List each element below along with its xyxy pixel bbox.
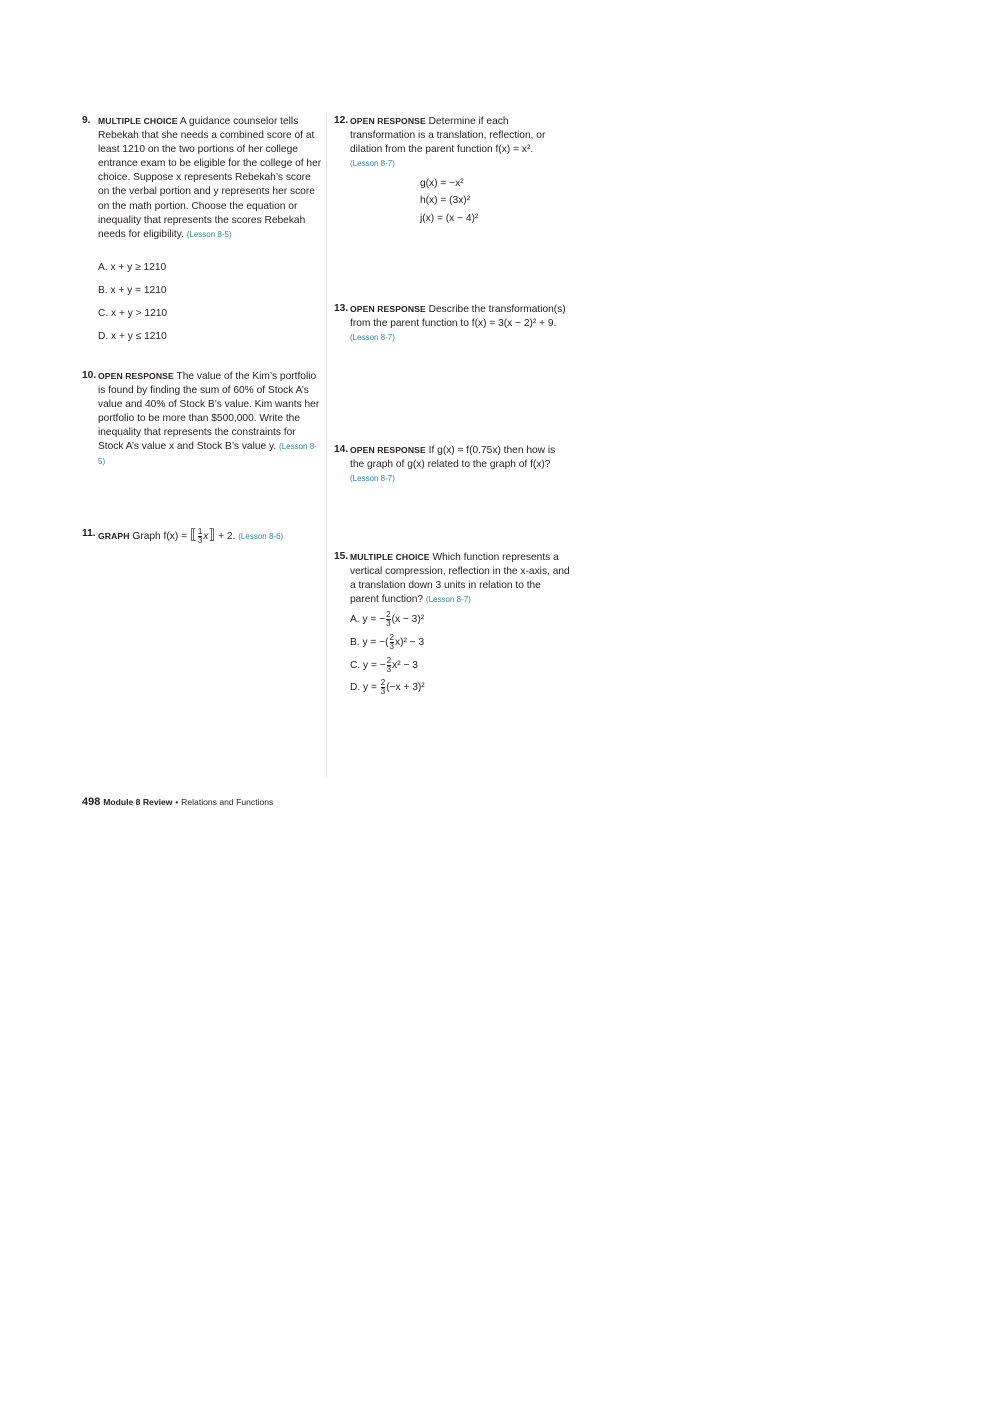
choice-c[interactable]: C. x + y > 1210	[98, 308, 168, 319]
choice-b[interactable]: B. x + y = 1210	[98, 285, 167, 296]
footer-subtitle: Relations and Functions	[181, 797, 274, 807]
question-9	[82, 114, 322, 242]
question-number: 9.	[82, 115, 91, 126]
question-body: If g(x) = f(0.75x) then how is the graph of g(x) related to the graph of f(x)?	[350, 445, 556, 471]
choice-suffix: x)² − 3	[394, 637, 425, 649]
question-10	[82, 369, 322, 469]
fraction	[387, 657, 391, 674]
choice-b[interactable]	[350, 634, 424, 651]
lesson-reference: (Lesson 8-7)	[350, 159, 395, 169]
fraction	[381, 679, 385, 696]
fraction-numerator: 2	[380, 678, 386, 687]
question-text	[350, 550, 570, 607]
fraction	[198, 528, 202, 545]
module-title: Module 8 Review	[103, 797, 173, 807]
choice-prefix: C. y = −	[350, 660, 386, 672]
choice-suffix: (−x + 3)²	[386, 682, 425, 694]
question-text	[350, 114, 566, 171]
question-type: OPEN RESPONSE	[98, 371, 174, 381]
page-footer	[82, 795, 273, 810]
fraction-numerator: 2	[389, 633, 394, 642]
choice-suffix: (x − 3)²	[391, 614, 425, 626]
question-number: 10.	[82, 370, 97, 381]
fraction-numerator: 1	[197, 526, 203, 536]
lesson-reference: (Lesson 8-5)	[98, 442, 317, 466]
question-body: Graph f(x) =	[132, 531, 188, 542]
fraction-denominator: 3	[197, 535, 203, 545]
footer-separator: •	[175, 797, 179, 807]
choice-a[interactable]	[350, 611, 424, 628]
question-15	[334, 550, 570, 607]
lesson-reference: (Lesson 8-6)	[238, 532, 284, 541]
question-number: 13.	[334, 303, 349, 314]
question-body-end: + 2.	[218, 531, 236, 542]
variable: x	[203, 531, 209, 542]
question-14	[334, 443, 566, 486]
question-number: 15.	[334, 551, 349, 562]
question-text	[350, 443, 566, 486]
question-number: 11.	[82, 528, 96, 539]
question-text	[350, 302, 566, 345]
question-body: A guidance counselor tells Rebekah that she needs a combined score of at least 1210 on the two portions of her college entrance exam to be eligible for the college of her choice. Suppose x represents Rebekah’s score on the verbal portion and y represents her score on the math portion. Choose the equation or inequality that represents the scores Rebekah needs for eligibility.	[98, 116, 322, 240]
question-number: 14.	[334, 444, 349, 455]
question-body: Describe the transformation(s) from the parent function to f(x) = 3(x − 2)² + 9.	[350, 304, 566, 330]
choice-d[interactable]	[350, 679, 425, 696]
fraction-denominator: 3	[389, 642, 394, 651]
choice-prefix: A. y = −	[350, 614, 386, 626]
fraction-denominator: 3	[386, 665, 392, 674]
lesson-reference: (Lesson 8-7)	[350, 474, 395, 484]
question-body: The value of the Kim’s portfolio is found by finding the sum of 60% of Stock A’s value and 40% of Stock B’s value. Kim wants her portfolio to be more than $500,000. Write the inequality that represents the constraints for Stock A’s value x and Stock B’s value y.	[98, 371, 320, 453]
question-text	[98, 369, 322, 469]
question-type: OPEN RESPONSE	[350, 445, 426, 455]
question-12	[334, 114, 566, 171]
question-13	[334, 302, 566, 345]
question-body: Determine if each transformation is a translation, reflection, or dilation from the parent function f(x) = x².	[350, 116, 546, 156]
question-text	[98, 114, 322, 242]
question-type: OPEN RESPONSE	[350, 304, 426, 314]
choice-suffix: x² − 3	[392, 660, 418, 672]
question-number: 12.	[334, 115, 349, 126]
question-11	[82, 527, 322, 545]
question-type: GRAPH	[98, 531, 130, 541]
choice-prefix: D. y =	[350, 682, 380, 694]
page-number: 498	[82, 796, 101, 808]
fraction	[386, 611, 390, 628]
fraction	[390, 634, 394, 651]
question-type: MULTIPLE CHOICE	[98, 116, 178, 126]
question-body: Which function represents a vertical compression, reflection in the x-axis, and a translation down 3 units in relation to the parent function?	[350, 552, 570, 606]
lesson-reference: (Lesson 8-7)	[425, 595, 471, 605]
choice-a[interactable]: A. x + y ≥ 1210	[98, 262, 167, 273]
lesson-reference: (Lesson 8-7)	[350, 333, 395, 343]
fraction-denominator: 3	[386, 619, 391, 628]
equation-h: h(x) = (3x)²	[420, 195, 471, 206]
equation-j: j(x) = (x − 4)²	[420, 213, 479, 224]
floor-bracket-right: ⟧	[208, 526, 216, 542]
floor-bracket-left: ⟦	[189, 526, 197, 542]
question-text	[98, 527, 322, 545]
lesson-reference: (Lesson 8-5)	[186, 229, 232, 239]
choice-c[interactable]	[350, 657, 418, 674]
fraction-denominator: 3	[380, 687, 386, 696]
choice-d[interactable]: D. x + y ≤ 1210	[98, 331, 167, 342]
question-type: OPEN RESPONSE	[350, 116, 426, 126]
fraction-numerator: 2	[386, 610, 391, 619]
equation-g: g(x) = −x²	[420, 178, 464, 189]
question-type: MULTIPLE CHOICE	[350, 552, 430, 562]
fraction-numerator: 2	[386, 656, 392, 665]
choice-prefix: B. y = −(	[350, 637, 389, 649]
column-divider	[326, 113, 327, 777]
